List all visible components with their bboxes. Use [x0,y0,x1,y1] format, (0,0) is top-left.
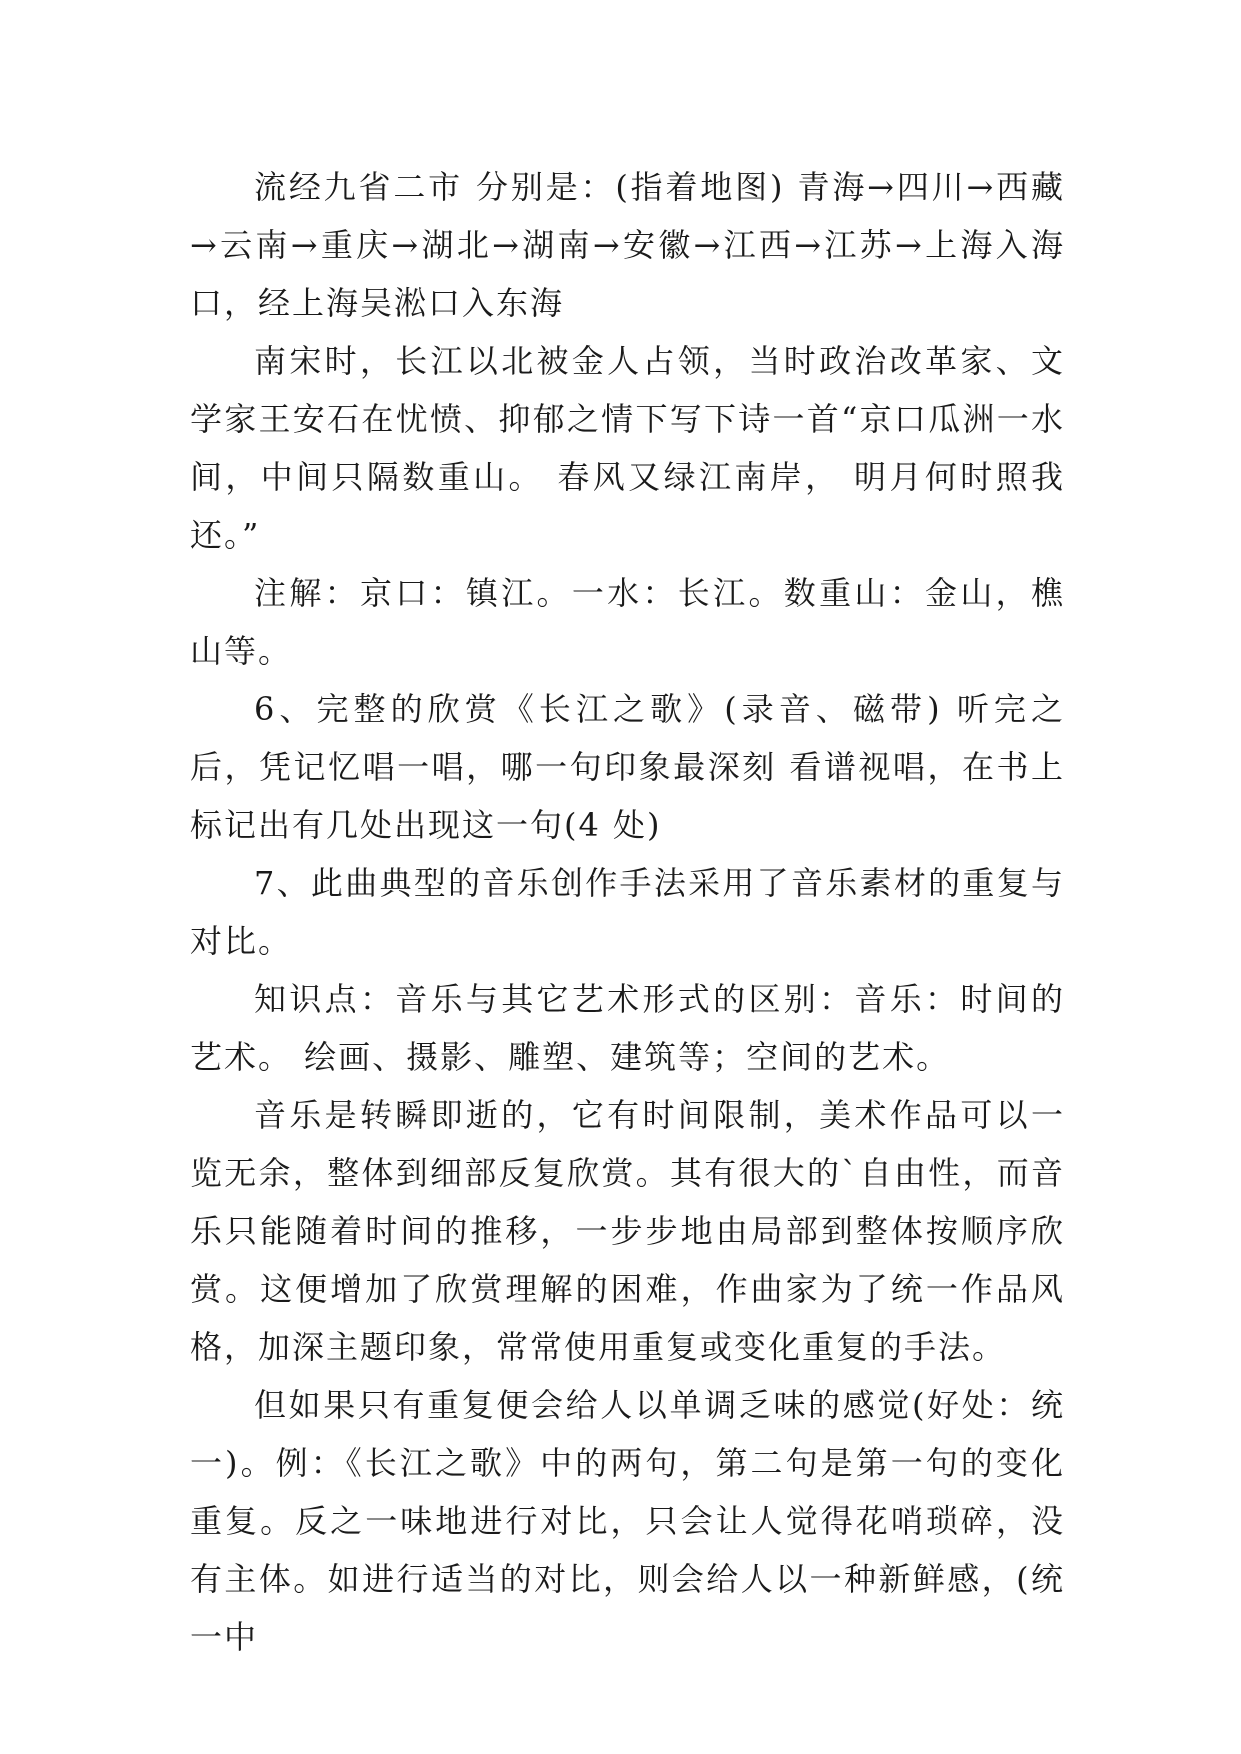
paragraph-music-time: 音乐是转瞬即逝的，它有时间限制，美术作品可以一览无余，整体到细部反复欣赏。其有很大的`自由性，而音乐只能随着时间的推移，一步步地由局部到整体按顺序欣赏。这便增加了欣赏理解的困难，作曲家为了统一作品风格，加深主题印象，常常使用重复或变化重复的手法。 [190,1096,1065,1366]
paragraph-repetition-contrast: 但如果只有重复便会给人以单调乏味的感觉(好处：统一)。例：《长江之歌》中的两句，第二句是第一句的变化重复。反之一味地进行对比，只会让人觉得花哨琐碎，没有主体。如进行适当的对比，则会给人以一种新鲜感，(统一中 [190,1386,1065,1656]
paragraph-step-7: 7、此曲典型的音乐创作手法采用了音乐素材的重复与对比。 [190,864,1065,960]
document-body [190,158,1065,1666]
paragraph-poem-annotation: 注解：京口：镇江。一水：长江。数重山：金山，樵山等。 [190,574,1065,670]
paragraph-route: 流经九省二市 分别是：(指着地图) 青海→四川→西藏→云南→重庆→湖北→湖南→安徽→江西→江苏→上海入海口，经上海吴淞口入东海 [190,168,1065,322]
paragraph-knowledge-point: 知识点：音乐与其它艺术形式的区别：音乐：时间的艺术。 绘画、摄影、雕塑、建筑等；空间的艺术。 [190,980,1065,1076]
paragraph-step-6: 6、完整的欣赏《长江之歌》(录音、磁带) 听完之后，凭记忆唱一唱，哪一句印象最深刻 看谱视唱，在书上标记出有几处出现这一句(4 处) [190,690,1065,844]
paragraph-wang-anshi-poem: 南宋时，长江以北被金人占领，当时政治改革家、文学家王安石在忧愤、抑郁之情下写下诗一首“京口瓜洲一水间，中间只隔数重山。 春风又绿江南岸， 明月何时照我还。” [190,342,1065,554]
